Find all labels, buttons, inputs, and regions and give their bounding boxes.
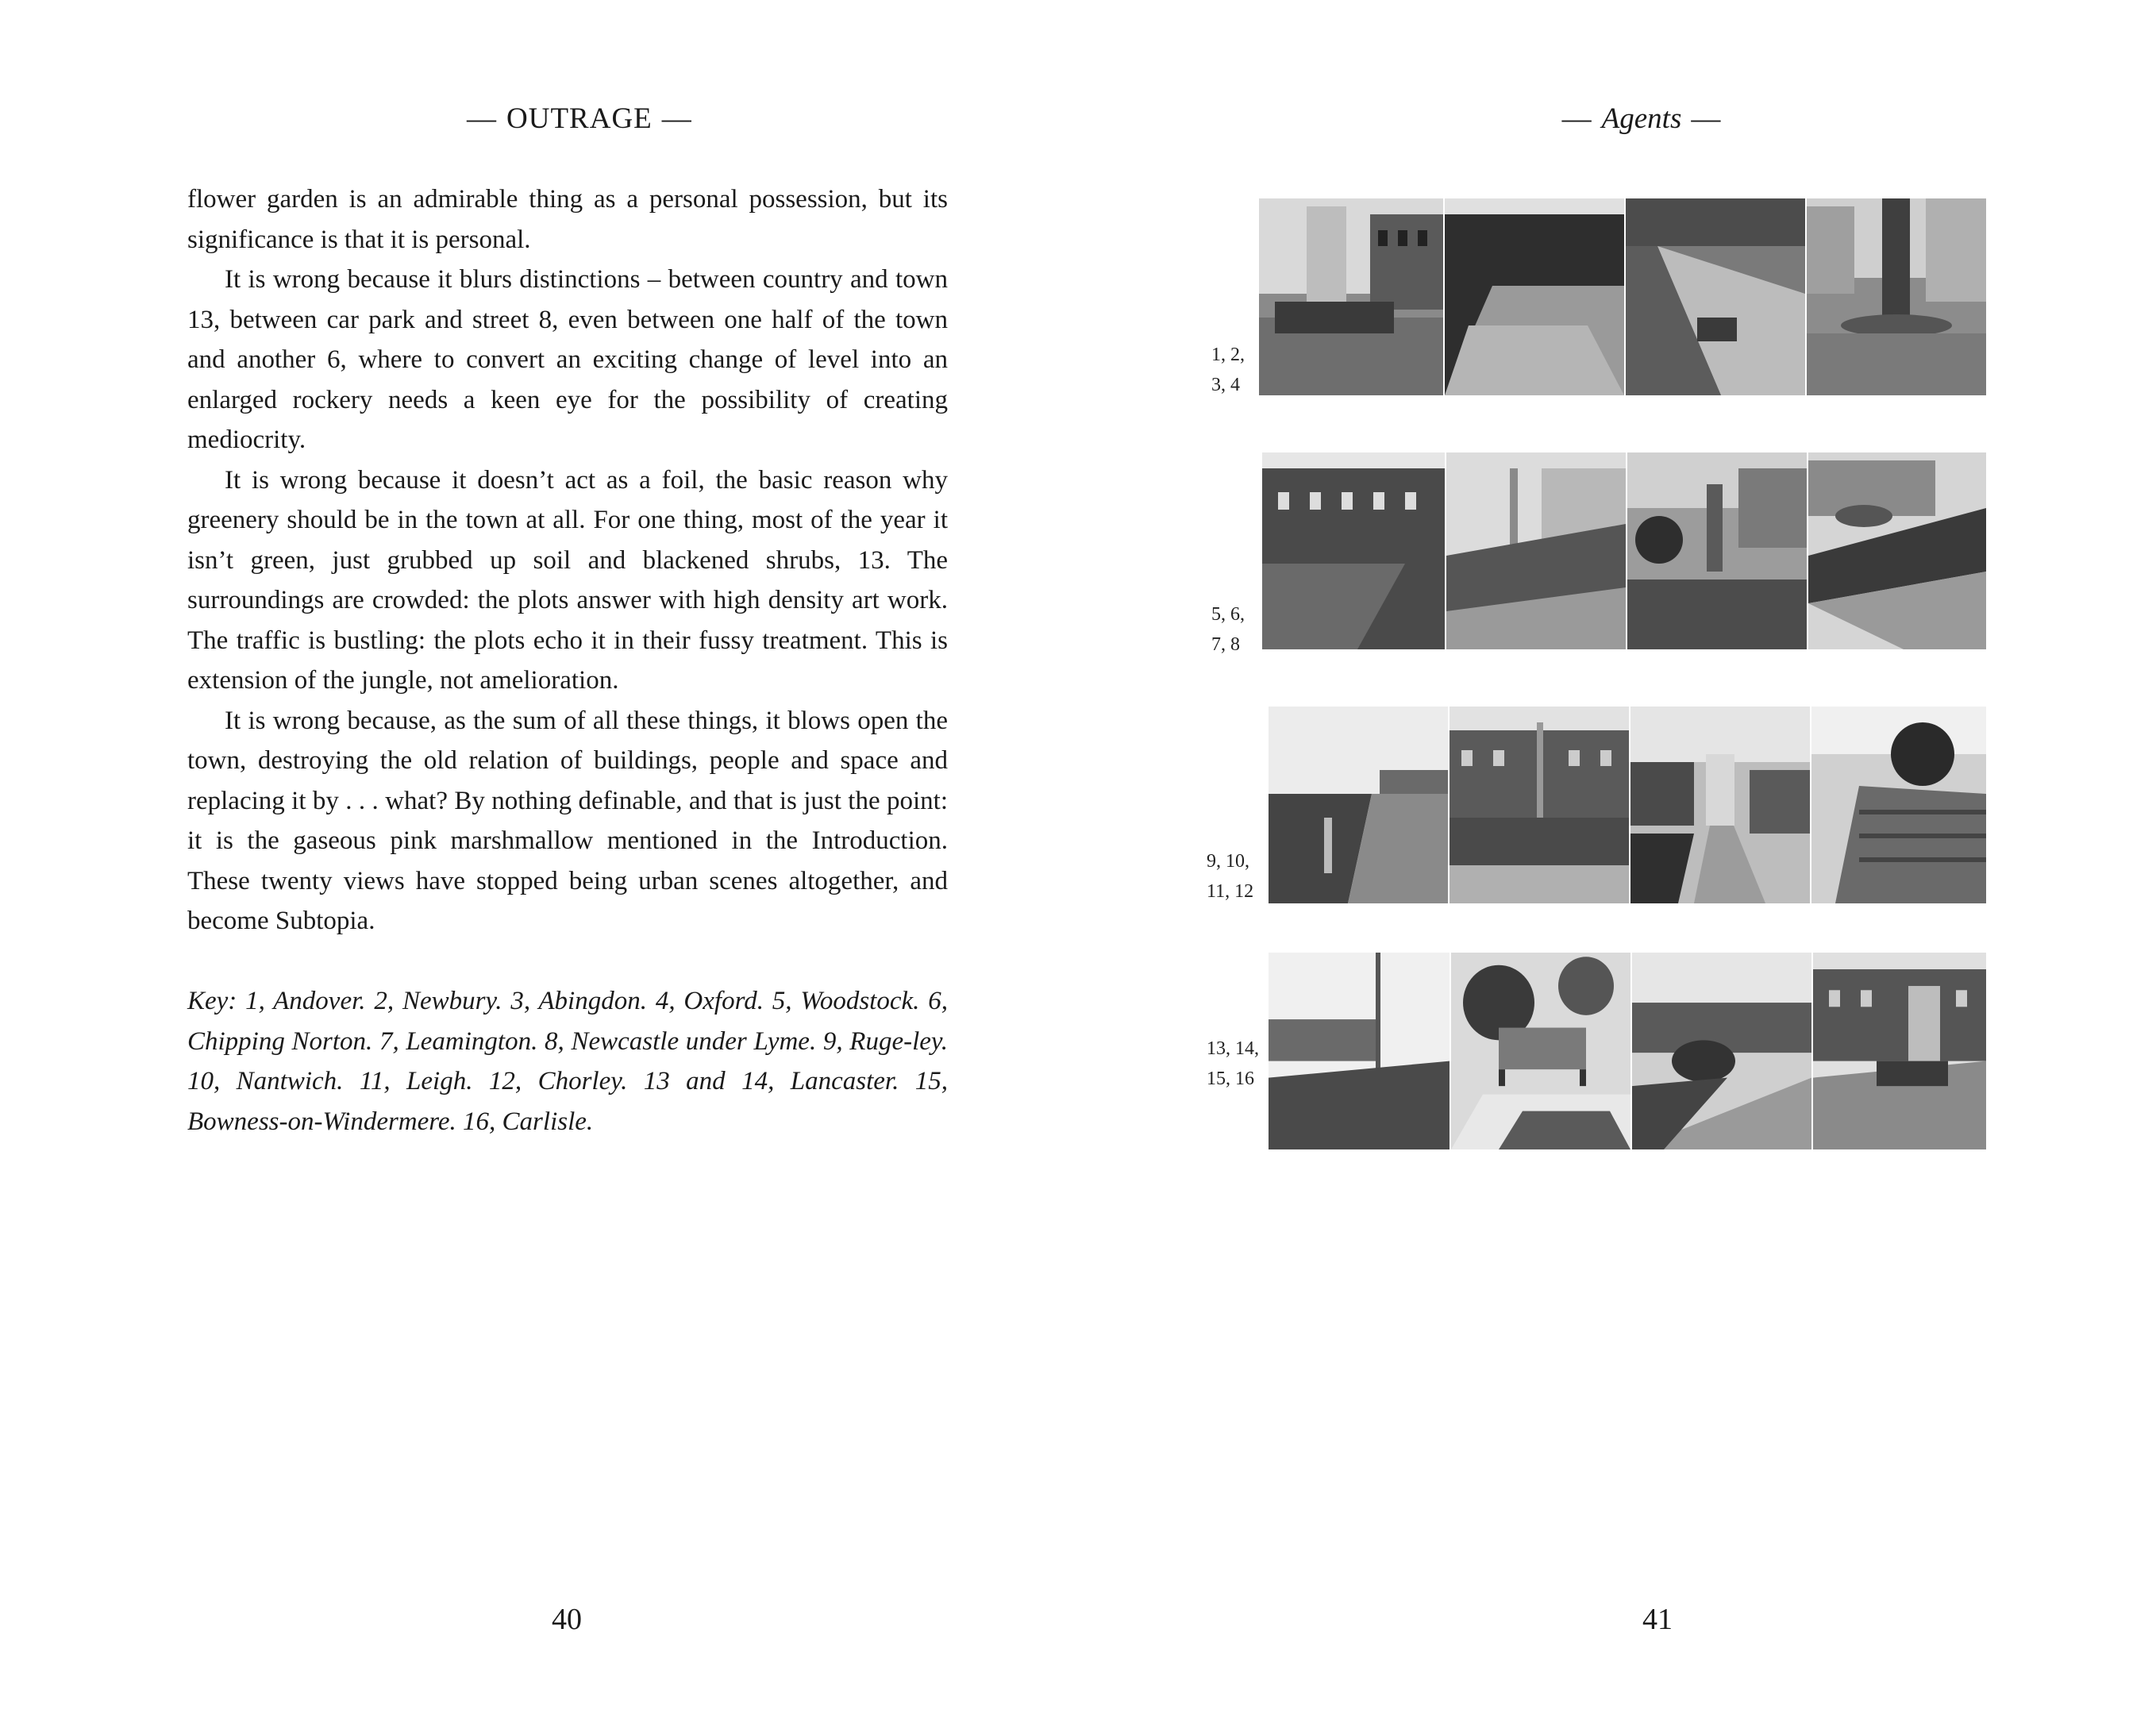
photo-chipping-norton [1446, 452, 1626, 649]
photo-carlisle [1813, 953, 1986, 1149]
photo-lancaster-14 [1451, 953, 1630, 1149]
photo-oxford [1807, 198, 1986, 395]
photo-row-label-line: 3, 4 [1211, 375, 1240, 395]
running-head-dash: — [467, 102, 497, 135]
photo-leamington [1627, 452, 1807, 649]
running-head-right [1523, 102, 1761, 136]
photo-row [1269, 953, 1986, 1149]
photo-row-label-line: 9, 10, [1207, 851, 1249, 872]
running-head-title: OUTRAGE [506, 102, 653, 135]
photo-row-label [1207, 1034, 1259, 1094]
paragraph: flower garden is an admirable thing as a personal possession, but its significance is that it is personal. [187, 185, 948, 254]
running-head-left [457, 102, 692, 136]
photo-row-label-line: 13, 14, [1207, 1038, 1259, 1059]
running-head-dash: — [1691, 102, 1722, 135]
running-head-dash: — [1561, 102, 1592, 135]
photo-row [1269, 707, 1986, 903]
photo-lancaster-13 [1269, 953, 1450, 1149]
photo-key-caption: Key: 1, Andover. 2, Newbury. 3, Abingdon. 4, Oxford. 5, Woodstock. 6, Chipping Norton. 7, Leamington. 8, Newcastle under Lyme. 9, Ruge-ley. 10, Nantwich. 11, Leigh. 12, Chorley. 13 and 14, Lancaster. 15, Bowness-on-Windermere. 16, Carlisle. [187, 987, 948, 1136]
running-head-dash: — [661, 102, 692, 135]
paragraph: It is wrong because it blurs distinctions – between country and town 13, between car park and street 8, even between one half of the town and another 6, where to convert an exciting change of level into an enlarged rockery needs a keen eye for the possibility of creating mediocrity. [187, 265, 948, 454]
photo-row-label-line: 5, 6, [1211, 604, 1245, 625]
right-page [1078, 0, 2156, 1725]
running-head-title: Agents [1601, 102, 1682, 135]
photo-woodstock [1262, 452, 1445, 649]
photo-bowness-on-windermere [1632, 953, 1811, 1149]
photo-row-label-line: 15, 16 [1207, 1068, 1254, 1089]
photo-rugeley [1269, 707, 1448, 903]
photo-nantwich [1450, 707, 1629, 903]
photo-row-label [1211, 599, 1245, 660]
paragraph: It is wrong because, as the sum of all these things, it blows open the town, destroying the old relation of buildings, people and space and replacing it by . . . what? By nothing definable, and that is just the point: it is the gaseous pink marshmallow mentioned in the Introduction. These twenty views have stopped being urban scenes altogether, and become Subtopia. [187, 706, 948, 935]
photo-abingdon [1626, 198, 1805, 395]
photo-andover [1259, 198, 1443, 395]
photo-row-label [1207, 846, 1253, 907]
body-text [187, 179, 948, 941]
photo-row [1259, 198, 1986, 395]
paragraph: It is wrong because it doesn’t act as a foil, the basic reason why greenery should be in the town at all. For one thing, most of the year it isn’t green, just grubbed up soil and blackened shrubs, 13. The surroundings are crowded: the plots answer with high density art work. The traffic is bustling: the plots echo it in their fussy treatment. This is extension of the jungle, not amelioration. [187, 465, 948, 695]
photo-newcastle-under-lyme [1808, 452, 1986, 649]
photo-newbury [1445, 198, 1624, 395]
page-number: 41 [1642, 1603, 1673, 1636]
photo-row-label [1211, 340, 1245, 400]
page-number: 40 [552, 1603, 582, 1636]
photo-leigh [1630, 707, 1810, 903]
photo-row-label-line: 11, 12 [1207, 881, 1254, 902]
photo-chorley [1811, 707, 1986, 903]
photo-row-label-line: 7, 8 [1211, 634, 1240, 655]
photo-row-label-line: 1, 2, [1211, 345, 1245, 365]
photo-row [1262, 452, 1986, 649]
